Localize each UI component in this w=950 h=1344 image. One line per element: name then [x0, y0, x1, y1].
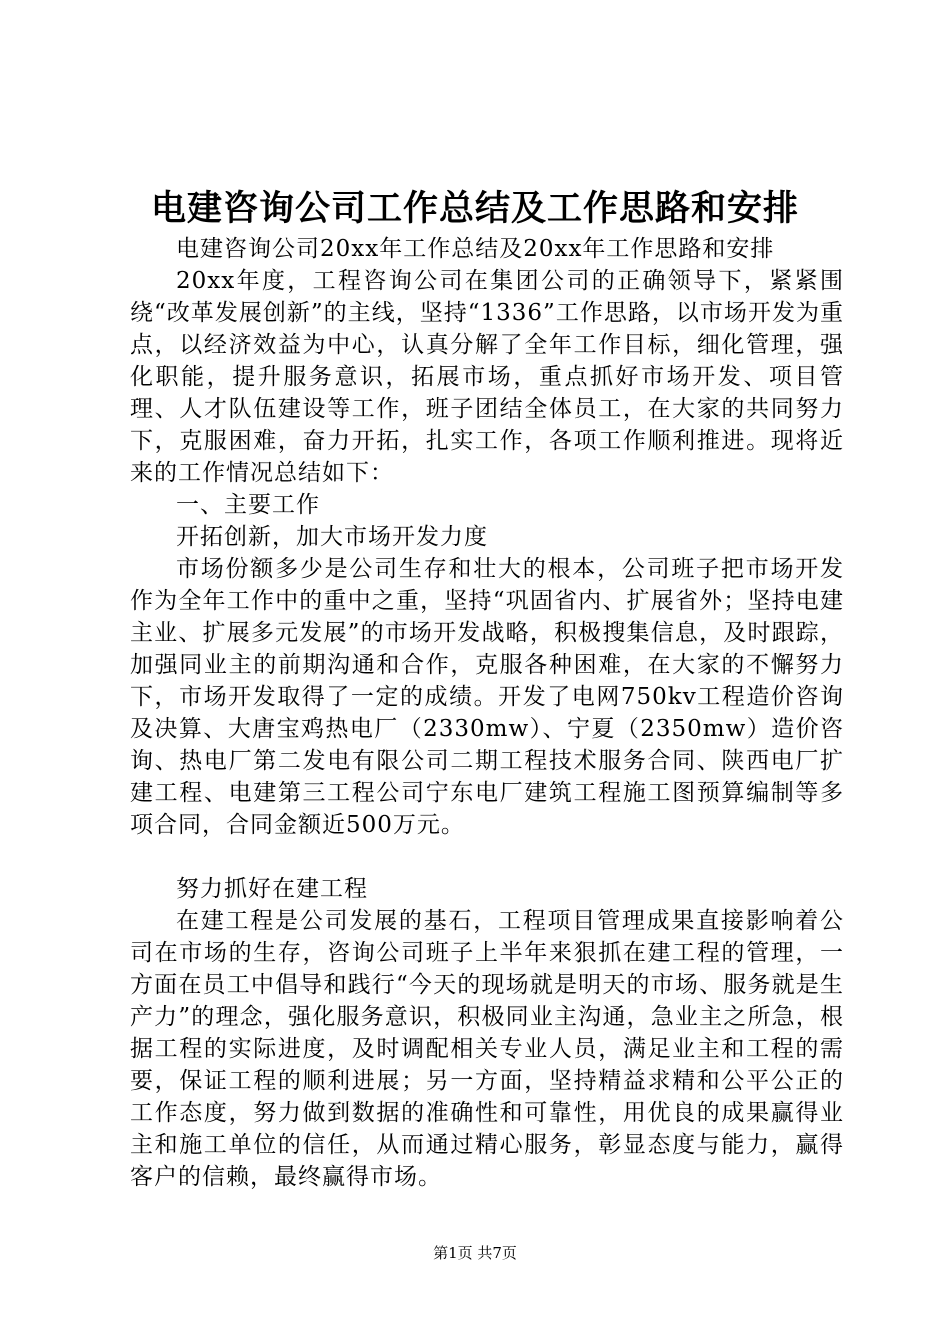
body-paragraph: 市场份额多少是公司生存和壮大的根本，公司班子把市场开发作为全年工作中的重中之重，坚持“巩固省内、扩展省外；坚持电建主业、扩展多元发展”的市场开发战略，积极搜集信息，及时跟踪，加强同业主的前期沟通和合作，克服各种困难，在大家的不懈努力下，市场开发取得了一定的成绩。开发了电网750kv工程造价咨询及决算、大唐宝鸡热电厂（2330mw）、宁夏（2350mw）造价咨询、热电厂第二发电有限公司二期工程技术服务合同、陕西电厂扩建工程、电建第三工程公司宁东电厂建筑工程施工图预算编制等多项合同，合同金额近500万元。 — [130, 556, 844, 838]
intro-paragraph: 20xx年度，工程咨询公司在集团公司的正确领导下，紧紧围绕“改革发展创新”的主线，坚持“1336”工作思路，以市场开发为重点，以经济效益为中心，认真分解了全年工作目标，细化管理，强化职能，提升服务意识，拓展市场，重点抓好市场开发、项目管理、人才队伍建设等工作，班子团结全体员工，在大家的共同努力下，克服困难，奋力开拓，扎实工作，各项工作顺利推进。现将近来的工作情况总结如下： — [130, 268, 844, 486]
document-body — [130, 233, 844, 1193]
subsection-heading: 努力抓好在建工程 — [176, 876, 368, 902]
document-title: 电建咨询公司工作总结及工作思路和安排 — [150, 189, 799, 229]
body-paragraph: 在建工程是公司发展的基石，工程项目管理成果直接影响着公司在市场的生存，咨询公司班子上半年来狠抓在建工程的管理，一方面在员工中倡导和践行“今天的现场就是明天的市场、服务就是生产力”的理念，强化服务意识，积极同业主沟通，急业主之所急，根据工程的实际进度，及时调配相关专业人员，满足业主和工程的需要，保证工程的顺利进展；另一方面，坚持精益求精和公平公正的工作态度，努力做到数据的准确性和可靠性，用优良的成果赢得业主和施工单位的信任，从而通过精心服务，彰显态度与能力，赢得客户的信赖，最终赢得市场。 — [130, 908, 844, 1190]
subsection-heading: 开拓创新，加大市场开发力度 — [176, 524, 488, 550]
section-heading: 一、主要工作 — [176, 492, 320, 518]
subtitle-paragraph: 电建咨询公司20xx年工作总结及20xx年工作思路和安排 — [176, 236, 775, 262]
page-number: 第1页 共7页 — [433, 1244, 517, 1262]
